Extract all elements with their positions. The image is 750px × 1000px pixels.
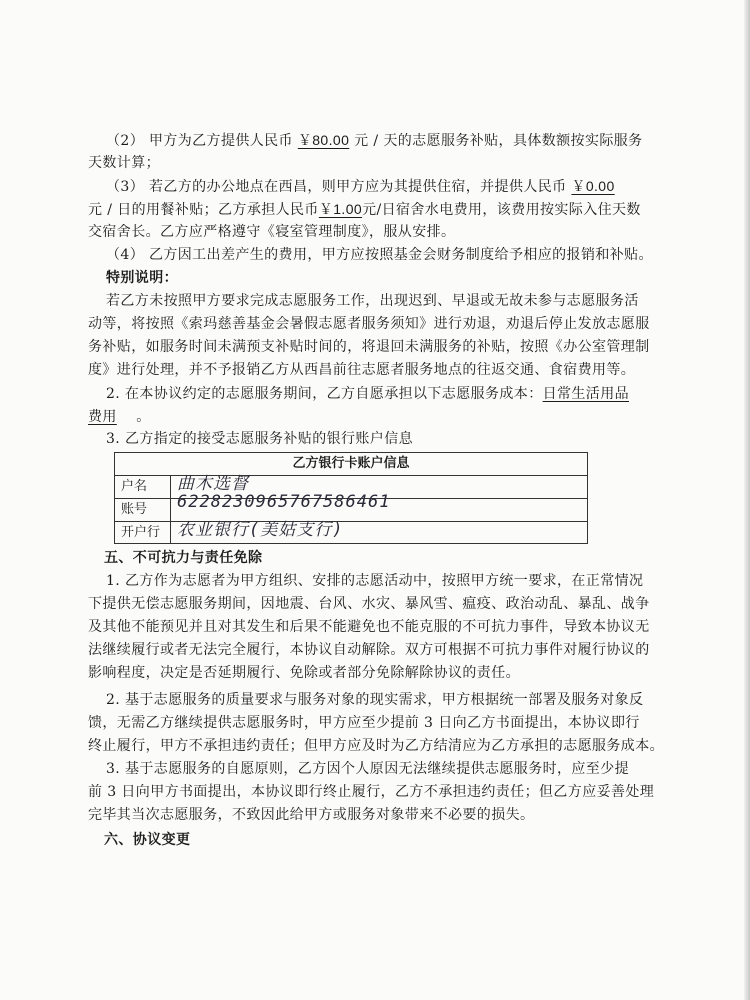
bank-branch-label: 开户行 bbox=[115, 521, 171, 544]
voluntary-clause-line-1: 3. 基于志愿服务的自愿原则，乙方因个人原因无法继续提供志愿服务时，应至少提 bbox=[106, 761, 630, 777]
special-note-heading: 特别说明： bbox=[106, 270, 178, 286]
meal-subsidy-amount: ￥0.00 bbox=[571, 178, 615, 194]
account-name-value: 曲木选督 bbox=[177, 474, 249, 494]
cost-clause-line-1: 2. 在本协议约定的志愿服务期间，乙方自愿承担以下志愿服务成本：日常生活用品 bbox=[106, 385, 630, 402]
clause-2-line-1: （2） 甲方为乙方提供人民币 ￥80.00 元 / 天的志愿服务补贴，具体数额按实际服务 bbox=[106, 132, 643, 149]
bank-info-intro: 3. 乙方指定的接受志愿服务补贴的银行账户信息 bbox=[106, 431, 414, 447]
special-note-line-2: 动等，将按照《索玛慈善基金会暑假志愿者服务须知》进行劝退，劝退后停止发放志愿服 bbox=[88, 316, 650, 332]
account-name-label: 户名 bbox=[115, 475, 171, 498]
bank-account-table bbox=[114, 452, 588, 544]
special-note-line-4: 度》进行处理，并不予报销乙方从西昌前往志愿者服务地点的往返交通、食宿费用等。 bbox=[88, 362, 636, 378]
clause-3-line-2: 元 / 日的用餐补贴；乙方承担人民币￥1.00元/日宿舍水电费用，该费用按实际入住天数 bbox=[88, 201, 641, 218]
account-number-value: 6228230965767586461 bbox=[177, 492, 391, 512]
voluntary-clause-line-3: 完毕其当次志愿服务，不致因此给甲方或服务对象带来不必要的损失。 bbox=[88, 807, 535, 823]
force-majeure-line-5: 影响程度，决定是否延期履行、免除或者部分免除解除协议的责任。 bbox=[88, 665, 520, 681]
section-6-heading: 六、协议变更 bbox=[104, 832, 191, 848]
clause-3-line-3: 交宿舍长。乙方应严格遵守《寝室管理制度》，服从安排。 bbox=[88, 224, 456, 240]
clause-2-line-2: 天数计算； bbox=[88, 155, 160, 171]
termination-clause-line-2: 馈，无需乙方继续提供志愿服务时，甲方应至少提前 3 日向乙方书面提出，本协议即行 bbox=[88, 715, 640, 731]
account-number-label: 账号 bbox=[115, 498, 171, 521]
scan-edge-shadow bbox=[744, 0, 750, 1000]
special-note-line-1: 若乙方未按照甲方要求完成志愿服务工作，出现迟到、早退或无故未参与志愿服务活 bbox=[106, 293, 639, 309]
cost-clause-line-2: 费用 。 bbox=[88, 408, 151, 425]
self-borne-cost: 日常生活用品 bbox=[542, 385, 630, 401]
clause-3-line-1: （3） 若乙方的办公地点在西昌，则甲方应为其提供住宿，并提供人民币 ￥0.00 bbox=[106, 178, 615, 195]
section-5-heading: 五、不可抗力与责任免除 bbox=[104, 550, 263, 566]
special-note-line-3: 务补贴，如服务时间未满预支补贴时间的，将退回未满服务的补贴，按照《办公室管理制 bbox=[88, 339, 650, 355]
termination-clause-line-3: 终止履行，甲方不承担违约责任；但甲方应及时为乙方结清应为乙方承担的志愿服务成本。 bbox=[88, 738, 664, 754]
force-majeure-line-4: 法继续履行或者无法完全履行，本协议自动解除。双方可根据不可抗力事件对履行协议的 bbox=[88, 642, 650, 658]
utility-fee-amount: ￥1.00 bbox=[318, 201, 363, 217]
daily-subsidy-amount: ￥80.00 bbox=[297, 132, 350, 148]
voluntary-clause-line-2: 前 3 日向甲方书面提出，本协议即行终止履行，乙方不承担违约责任；但乙方应妥善处理 bbox=[88, 784, 655, 800]
force-majeure-line-2: 下提供无偿志愿服务期间，因地震、台风、水灾、暴风雪、瘟疫、政治动乱、暴乱、战争 bbox=[88, 596, 650, 612]
force-majeure-line-3: 及其他不能预见并且对其发生和后果不能避免也不能克服的不可抗力事件，导致本协议无 bbox=[88, 619, 650, 635]
termination-clause-line-1: 2. 基于志愿服务的质量要求与服务对象的现实需求，甲方根据统一部署及服务对象反 bbox=[106, 692, 644, 708]
clause-4: （4） 乙方因工出差产生的费用，甲方应按照基金会财务制度给予相应的报销和补贴。 bbox=[106, 247, 653, 263]
bank-table-title: 乙方银行卡账户信息 bbox=[115, 453, 587, 476]
bank-branch-value: 农业银行(美姑支行) bbox=[177, 520, 344, 540]
table-row bbox=[115, 521, 587, 544]
force-majeure-line-1: 1. 乙方作为志愿者为甲方组织、安排的志愿活动中，按照甲方统一要求，在正常情况 bbox=[106, 573, 644, 589]
